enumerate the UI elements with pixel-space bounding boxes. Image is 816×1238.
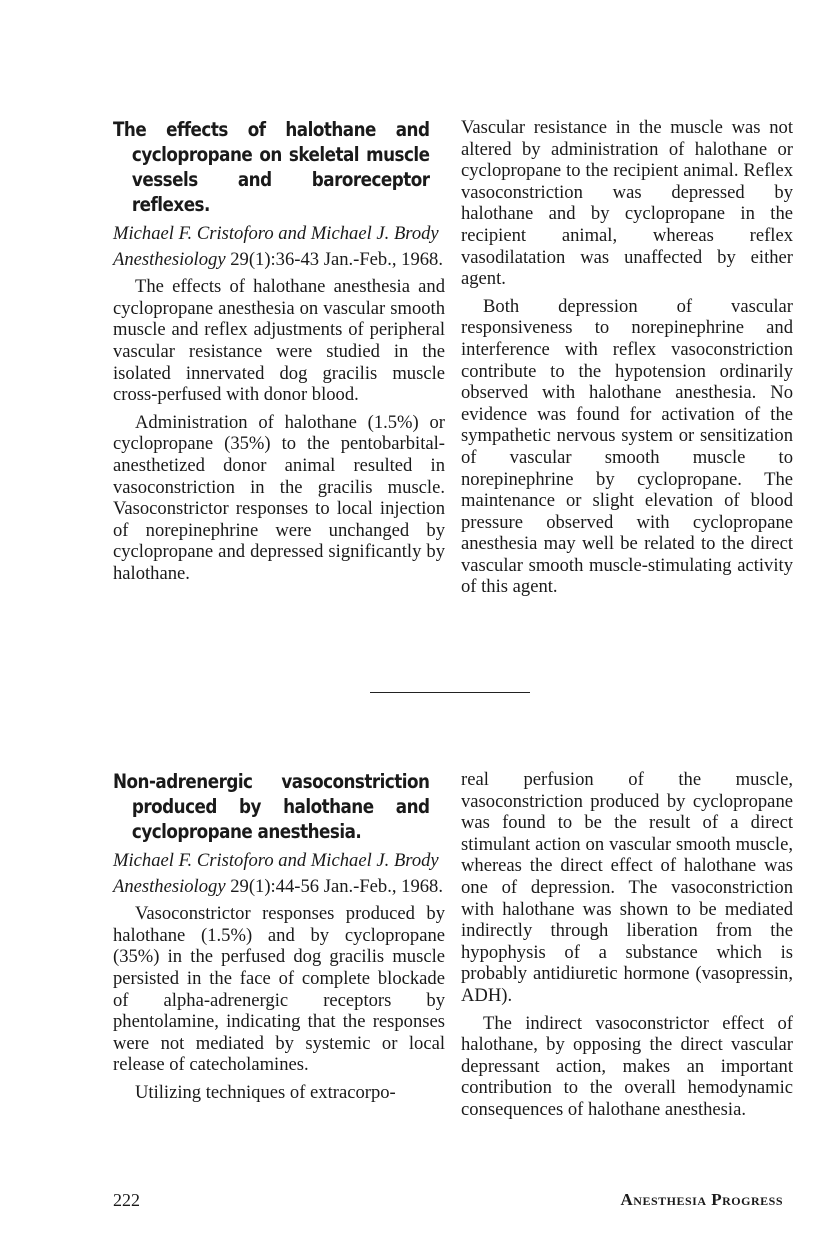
article-1-journal: Anesthesiology <box>113 248 226 270</box>
article-1-paragraph-2: Administration of halothane (1.5%) or cyclopropane (35%) to the pentobarbital-anesthetized donor animal resulted in vasoconstriction in the gracilis muscle. Vasoconstrictor responses to local injection of norepinephrine were unchanged by cyclopropane and depressed significantly by halothane. <box>113 411 445 584</box>
article-2-authors: Michael F. Cristoforo and Michael J. Brody <box>113 850 439 871</box>
article-2-paragraph-3: The indirect vasoconstrictor effect of halothane, by opposing the direct vascular depressant action, makes an important contribution to the overall hemodynamic consequences of halothane anesthesia. <box>461 1012 793 1120</box>
page-number: 222 <box>113 1190 140 1210</box>
article-2-left-column <box>113 769 445 1104</box>
article-1-paragraph-4: Both depression of vascular responsiveness to norepinephrine and interference with reflex vasoconstriction contribute to the hypotension ordinarily observed with halothane anesthesia. No evidence was found for activation of the sympathetic nervous system or sensitization of vascular smooth muscle to norepinephrine by cyclopropane. The maintenance or slight elevation of blood pressure observed with cyclopropane anesthesia may well be related to the direct vascular smooth muscle-stimulating activity of this agent. <box>461 295 793 598</box>
article-2-title: Non-adrenergic vasoconstriction produced by halothane and cyclopropane anesthesia. <box>113 770 430 843</box>
article-1-citation <box>113 249 445 271</box>
article-1-citation-details: 29(1):36-43 Jan.-Feb., 1968. <box>230 248 444 270</box>
article-2-citation <box>113 876 445 898</box>
article-1-left-column <box>113 117 445 585</box>
article-2-right-column <box>461 769 793 1121</box>
article-1-authors: Michael F. Cristoforo and Michael J. Brody <box>113 223 439 244</box>
article-1-paragraph-3: Vascular resistance in the muscle was not altered by administration of halothane or cyclopropane to the recipient animal. Reflex vasoconstriction was depressed by halothane and by cyclopropane in the recipient animal, whereas reflex vasodilatation was unaffected by either agent. <box>461 117 793 290</box>
article-2-citation-details: 29(1):44-56 Jan.-Feb., 1968. <box>230 875 444 897</box>
article-1-paragraph-1: The effects of halothane anesthesia and cyclopropane anesthesia on vascular smooth muscle and reflex adjustments of peripheral vascular resistance were studied in the isolated innervated dog gracilis muscle cross-perfused with donor blood. <box>113 276 445 406</box>
running-head: Anesthesia Progress <box>620 1190 783 1209</box>
article-2-paragraph-2-continued: real perfusion of the muscle, vasoconstriction produced by cyclopropane was found to be the result of a direct stimulant action on vascular smooth muscle, whereas the direct effect of halothane was one of depression. The vasoconstriction with halothane was shown to be mediated indirectly through liberation from the hypophysis of a substance which is probably antidiuretic hormone (vasopressin, ADH). <box>461 769 793 1006</box>
article-2-journal: Anesthesiology <box>113 875 226 897</box>
article-2-paragraph-2-start: Utilizing techniques of extracorpo- <box>135 1081 396 1103</box>
article-2-paragraph-1: Vasoconstrictor responses produced by halothane (1.5%) and by cyclopropane (35%) in the perfused dog gracilis muscle persisted in the face of complete blockade of alpha-adrenergic receptors by phentolamine, indicating that the responses were not mediated by systemic or local release of catecholamines. <box>113 903 445 1076</box>
article-1-title: The effects of halothane and cyclopropane on skeletal muscle vessels and baroreceptor reflexes. <box>113 118 430 216</box>
article-1-right-column <box>461 117 793 598</box>
section-divider-rule <box>370 692 530 693</box>
